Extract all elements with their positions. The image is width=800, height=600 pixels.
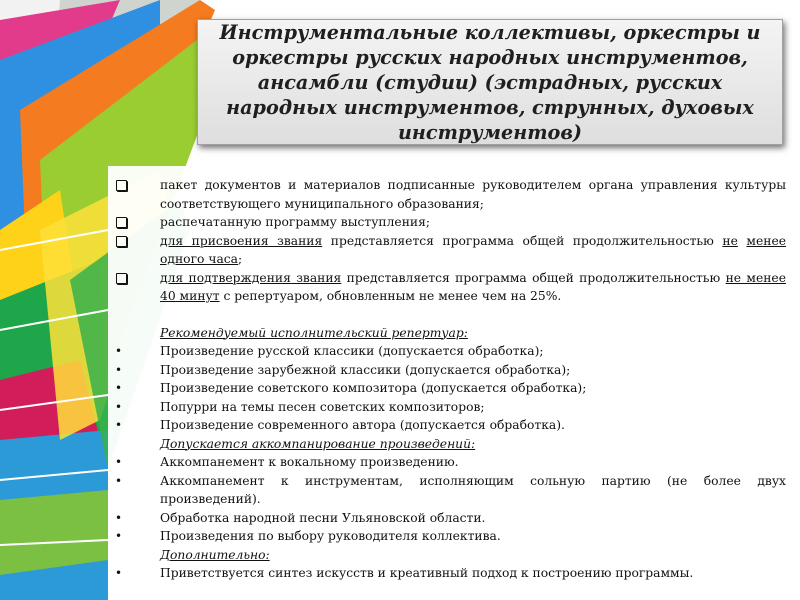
checklist-text: представляется программа общей продолжительностью (322, 233, 723, 248)
bullet-icon: • (115, 473, 123, 488)
bullet-icon: • (115, 418, 123, 432)
list-item-text: Попурри на темы песен советских композиторов; (160, 399, 485, 414)
list-item-text: Произведение русской классики (допускается обработка); (160, 344, 544, 358)
section-heading (112, 324, 786, 343)
checklist-text: представляется программа общей продолжительностью (341, 270, 726, 285)
list-item-text: Аккомпанемент к вокальному произведению. (160, 455, 459, 469)
bullet-icon: • (115, 399, 123, 414)
checklist-text: пакет документов и материалов подписанные руководителем органа управления культуры соответствующего муниципального образования; (160, 178, 786, 211)
list-item (112, 342, 786, 361)
checklist-text: распечатанную программу выступления; (160, 215, 431, 229)
title-box (197, 19, 783, 145)
section-heading (112, 435, 786, 454)
spacer (112, 306, 786, 324)
bullet-icon: • (115, 381, 123, 395)
accompaniment-heading: Допускается аккомпанирование произведений: (160, 436, 476, 451)
list-item (112, 361, 786, 380)
list-item-text: Приветствуется синтез искусств и креативный подход к построению программы. (160, 566, 694, 580)
list-item (112, 398, 786, 417)
checklist-item (112, 232, 786, 269)
list-item (112, 527, 786, 546)
list-item-text: Обработка народной песни Ульяновской области. (160, 510, 486, 525)
list-item-text: Произведение советского композитора (допускается обработка); (160, 381, 587, 395)
list-item-text: Аккомпанемент к инструментам, исполняющим сольную партию (не более двух произведений). (160, 473, 786, 506)
bullet-icon: • (115, 362, 123, 377)
underlined-phrase: для присвоения звания (160, 233, 323, 248)
bullet-icon: • (115, 344, 123, 358)
list-item (112, 509, 786, 528)
checklist-text: ; (238, 252, 243, 266)
bullet-icon: • (115, 510, 123, 525)
list-item (112, 472, 786, 509)
underlined-phrase: для подтверждения звания (160, 270, 342, 285)
section-heading (112, 546, 786, 565)
page-title: Инструментальные коллективы, оркестры и оркестры русских народных инструментов, ансамбли (студии) (эстрадных, русских народных инструментов, струнных, духовых инструментов) (219, 20, 761, 144)
list-item-text: Произведение современного автора (допускается обработка). (160, 418, 565, 432)
checkbox-bullet-icon (116, 217, 127, 228)
checkbox-bullet-icon (116, 180, 127, 191)
repertoire-heading: Рекомендуемый исполнительский репертуар: (160, 325, 468, 340)
list-item-text: Произведение зарубежной классики (допускается обработка); (160, 362, 571, 377)
checkbox-bullet-icon (116, 273, 127, 284)
underlined-phrase: менее одного часа (160, 233, 786, 266)
bullet-icon: • (115, 566, 123, 580)
checklist-item (112, 269, 786, 306)
checklist-text: с репертуаром, обновленным не менее чем на 25%. (219, 289, 562, 303)
list-item (112, 564, 786, 583)
list-item (112, 453, 786, 472)
underlined-phrase: не менее 40 минут (160, 270, 786, 303)
list-item (112, 379, 786, 398)
additional-heading: Дополнительно: (160, 547, 270, 562)
bullet-icon: • (115, 529, 123, 543)
list-item (112, 416, 786, 435)
checklist-item (112, 176, 786, 213)
content-panel (108, 166, 792, 600)
checklist-item (112, 213, 786, 232)
list-item-text: Произведения по выбору руководителя коллектива. (160, 529, 501, 543)
underlined-phrase: не (722, 233, 738, 248)
bullet-icon: • (115, 455, 123, 469)
checkbox-bullet-icon (116, 236, 127, 247)
